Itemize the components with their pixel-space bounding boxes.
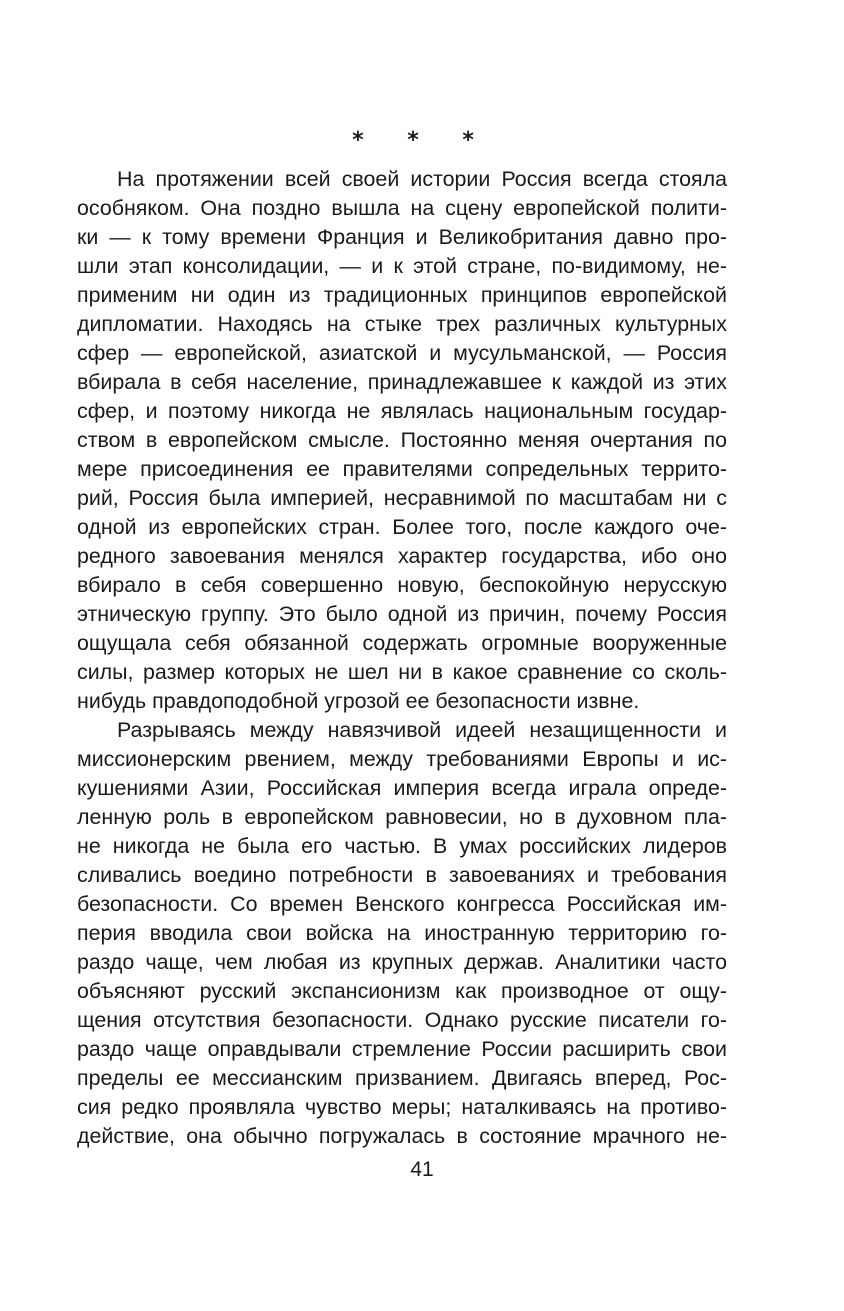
text-line: На протяжении всей своей истории Россия всегда стояла: [117, 167, 727, 191]
body-text: [77, 165, 727, 1151]
text-line: кушениями Азии, Российская империя всегда играла опреде-: [77, 776, 727, 800]
text-line: вбирала в себя население, принадлежавшее к каждой из этих: [77, 370, 727, 394]
section-separator: * * *: [352, 128, 492, 153]
text-line: этническую группу. Это было одной из причин, почему Россия: [77, 602, 727, 626]
text-line: ством в европейском смысле. Постоянно меняя очертания по: [77, 428, 727, 452]
text-line: силы, размер которых не шел ни в какое сравнение со сколь-: [77, 660, 727, 684]
text-line: редного завоевания менялся характер государства, ибо оно: [77, 544, 727, 568]
text-line: не никогда не была его частью. В умах российских лидеров: [77, 834, 727, 858]
text-line: раздо чаще оправдывали стремление России расширить свои: [77, 1037, 727, 1061]
text-line: сия редко проявляла чувство меры; наталкиваясь на противо-: [77, 1095, 727, 1119]
text-line: одной из европейских стран. Более того, после каждого оче-: [77, 515, 727, 539]
text-line: пределы ее мессианским призванием. Двигаясь вперед, Рос-: [77, 1066, 727, 1090]
text-line: вбирало в себя совершенно новую, беспокойную нерусскую: [77, 573, 727, 597]
text-line: сфер, и поэтому никогда не являлась национальным государ-: [77, 399, 727, 423]
text-line: Разрываясь между навязчивой идеей незащищенности и: [117, 718, 727, 742]
text-line: действие, она обычно погружалась в состояние мрачного не-: [77, 1124, 727, 1148]
paragraph-1: [77, 165, 727, 716]
text-line: объясняют русский экспансионизм как производное от ощу-: [77, 979, 727, 1003]
text-line: безопасности. Со времен Венского конгресса Российская им-: [77, 892, 727, 916]
text-line: мере присоединения ее правителями сопредельных террито-: [77, 457, 727, 481]
text-line: ленную роль в европейском равновесии, но в духовном пла-: [77, 805, 727, 829]
text-line: шли этап консолидации, — и к этой стране, по-видимому, не-: [77, 254, 727, 278]
text-line: нибудь правдоподобной угрозой ее безопасности извне.: [77, 689, 640, 713]
paragraph-2: [77, 716, 727, 1151]
text-line: ощущала себя обязанной содержать огромные вооруженные: [77, 631, 727, 655]
text-line: сливались воедино потребности в завоеваниях и требования: [77, 863, 727, 887]
text-line: сфер — европейской, азиатской и мусульманской, — Россия: [77, 341, 727, 365]
text-line: дипломатии. Находясь на стыке трех различных культурных: [77, 312, 727, 336]
text-line: щения отсутствия безопасности. Однако русские писатели го-: [77, 1008, 727, 1032]
text-line: раздо чаще, чем любая из крупных держав. Аналитики часто: [77, 950, 727, 974]
text-line: ки — к тому времени Франция и Великобритания давно про-: [77, 225, 727, 249]
page-number: 41: [410, 1158, 434, 1181]
text-line: особняком. Она поздно вышла на сцену европейской полити-: [77, 196, 727, 220]
text-line: миссионерским рвением, между требованиями Европы и ис-: [77, 747, 727, 771]
text-line: рий, Россия была империей, несравнимой по масштабам ни с: [77, 486, 727, 510]
text-line: применим ни один из традиционных принципов европейской: [77, 283, 727, 307]
text-line: перия вводила свои войска на иностранную территорию го-: [77, 921, 727, 945]
